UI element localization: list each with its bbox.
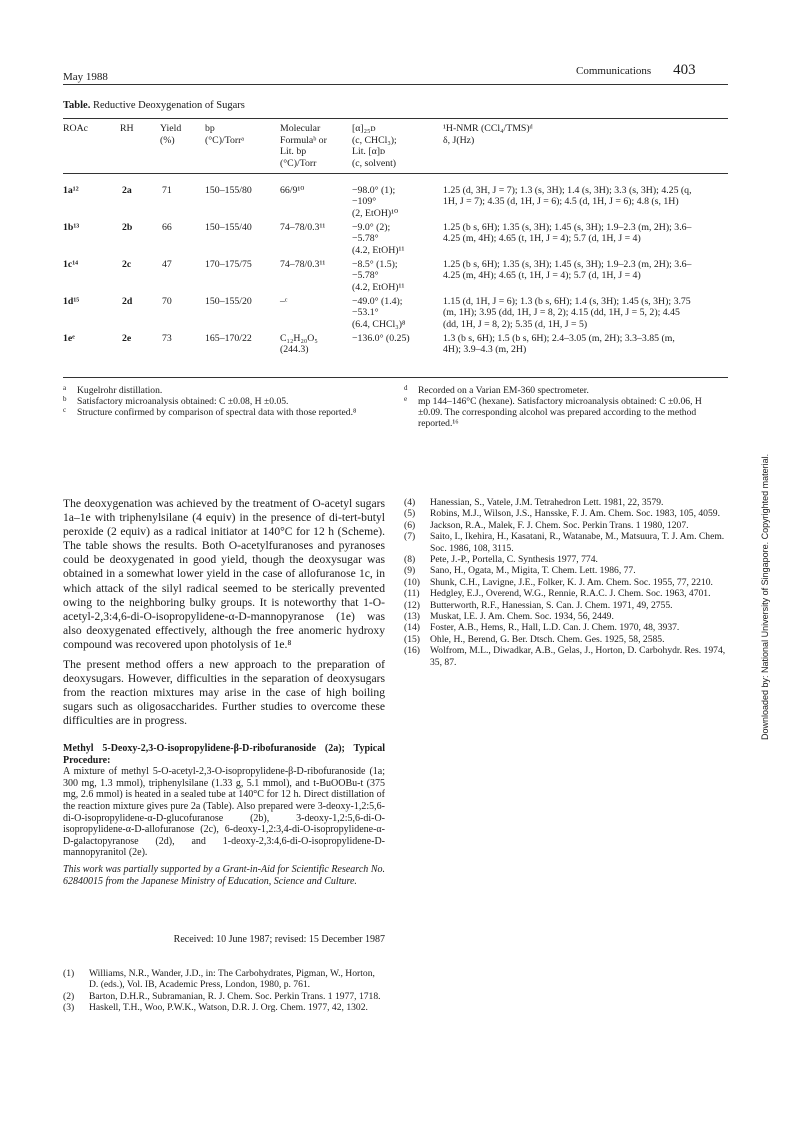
table-cell-bp: 165–170/22 <box>205 333 252 344</box>
table-cell-nmr: (dd, 1H, J = 8, 2); 5.35 (d, 1H, J = 5) <box>443 318 588 330</box>
table-cell-roac: 1a¹² <box>63 185 79 196</box>
reference-text: Butterworth, R.F., Hanessian, S. Can. J. Chem. 1971, 49, 2755. <box>430 599 673 611</box>
table-column-header: Yield <box>160 123 182 134</box>
table-cell-nmr: 1.25 (b s, 6H); 1.35 (s, 3H); 1.45 (s, 3H); 1.9–2.3 (m, 2H); 3.6– <box>443 222 692 233</box>
download-watermark <box>760 360 795 740</box>
reference-number: (13) <box>404 611 420 623</box>
table-column-header: (c, solvent) <box>352 157 397 169</box>
table-cell-nmr: 4H); 3.9–4.3 (m, 2H) <box>443 344 527 356</box>
body-paragraph: The present method offers a new approach to the preparation of deoxysugars. However, difficulties in the separation of deoxysugars from the reaction mixtures may arise in the case of high boiling sugars such as oligosaccharides. Further studies to overcome these difficulties are in progress. <box>63 658 385 728</box>
table-cell-rh: 2e <box>122 333 132 344</box>
reference-item <box>404 588 728 599</box>
reference-number: (16) <box>404 645 420 657</box>
reference-text: Ohle, H., Berend, G. Ber. Dtsch. Chem. Ges. 1925, 58, 2585. <box>430 633 665 645</box>
footnote-mark: a <box>63 384 67 392</box>
footnote-text: Structure confirmed by comparison of spectral data with those reported.⁸ <box>77 407 357 418</box>
table-column-header: (%) <box>160 134 175 146</box>
footnote-text: Satisfactory microanalysis obtained: C ±0.08, H ±0.05. <box>77 396 289 407</box>
reference-item <box>404 634 728 645</box>
reference-number: (3) <box>63 1002 75 1014</box>
references-right <box>404 497 728 668</box>
reference-number: (8) <box>404 554 416 566</box>
table-cell-rh: 2d <box>122 296 133 307</box>
table-cell-rotation: (4.2, EtOH)¹¹ <box>352 281 405 293</box>
reference-item <box>404 577 728 588</box>
table-column-header: [α]₂₅ᴅ <box>352 123 376 134</box>
table-cell-formula: 74–78/0.3¹¹ <box>280 259 326 270</box>
body-paragraph: The deoxygenation was achieved by the treatment of O-acetyl sugars 1a–1e with triphenylsilane (4 equiv) in the presence of di-tert-butyl peroxide (2 equiv) as a radical initiator at 140°C for 12 h (Scheme). The table shows the results. Both O-acetylfuranoses and pyranoses could be deoxygenated in good yield, though the deoxysugar was obtained in a somewhat lower yield in the case of allofuranose 1c, in which attack of the silyl radical seemed to be sterically prevented owing to the neighboring bulky groups. It is noteworthy that 1-O-acetyl-2,3:4,6-di-O-isopropylidene-α-D-mannopyranose (1e) was also deoxygenated effectively, although the free anomeric hydroxy compound was recovered upon photolysis of 1e.⁸ <box>63 497 385 651</box>
reference-number: (1) <box>63 968 75 979</box>
table-header-rule <box>63 173 728 174</box>
references-left <box>63 968 383 1014</box>
reference-text: Jackson, R.A., Malek, F. J. Chem. Soc. Perkin Trans. 1 1980, 1207. <box>430 519 689 531</box>
table-cell-bp: 150–155/40 <box>205 222 252 233</box>
reference-item <box>404 622 728 633</box>
reference-text: Barton, D.H.R., Subramanian, R. J. Chem. Soc. Perkin Trans. 1 1977, 1718. <box>89 990 381 1002</box>
table-column-header: δ, J(Hz) <box>443 134 475 146</box>
reference-text: Haskell, T.H., Woo, P.W.K., Watson, D.R. J. Org. Chem. 1977, 42, 1302. <box>89 1002 368 1014</box>
table-cell-nmr: 4.25 (m, 4H); 4.65 (t, 1H, J = 4); 5.7 (d, 1H, J = 4) <box>443 233 641 245</box>
table-cell-nmr: 1H, J = 7); 4.35 (d, 1H, J = 6); 4.5 (d, 1H, J = 6); 4.8 (s, 1H) <box>443 196 679 208</box>
table-cell-nmr: 1.15 (d, 1H, J = 6); 1.3 (b s, 6H); 1.4 (s, 3H); 1.45 (s, 3H); 3.75 <box>443 296 691 307</box>
reference-text: Hedgley, E.J., Overend, W.G., Rennie, R.A.C. J. Chem. Soc. 1963, 4701. <box>430 588 711 600</box>
reference-item <box>404 508 728 519</box>
reference-number: (5) <box>404 508 416 520</box>
reference-item <box>404 531 728 554</box>
table-caption-text: Reductive Deoxygenation of Sugars <box>92 100 245 111</box>
table-footnotes-left <box>63 385 375 418</box>
table-cell-rotation: (2, EtOH)¹⁰ <box>352 207 399 219</box>
reference-number: (14) <box>404 622 420 634</box>
table-column-header: RH <box>120 123 134 134</box>
reference-item <box>63 1002 383 1013</box>
reference-text: Robins, M.J., Wilson, J.S., Hansske, F. J. Am. Chem. Soc. 1983, 105, 4059. <box>430 508 720 520</box>
reference-item <box>404 554 728 565</box>
procedure-heading: Methyl 5-Deoxy-2,3-O-isopropylidene-β-D-ribofuranoside (2a); Typical Procedure: <box>63 743 385 766</box>
procedure-text: A mixture of methyl 5-O-acetyl-2,3-O-isopropylidene-β-D-ribofuranoside (1a; 300 mg, 1.3 mmol), triphenylsilane (1.33 g, 5.1 mmol), and t-BuOOBu-t (375 mg, 2.6 mmol) is heated in a sealed tube at 140°C for 12 h. Direct distillation of the reaction mixture gives pure 2a (Table). Also prepared were 3-deoxy-1,2:5,6-di-O-isopropylidene-α-D-glucofuranose (2b), 3-deoxy-1,2:5,6-di-O-isopropylidene-α-D-allofuranose (2c), 6-deoxy-1,2:3,4-di-O-isopropylidene-α-D-galactopyranose (2d), and 1-deoxy-2,3:4,6-di-O-isopropylidene-D-mannopyranitol (2e). <box>63 766 385 859</box>
table-cell-rotation: −5.78° <box>352 233 379 245</box>
table-cell-rotation: −98.0° (1); <box>352 185 396 196</box>
reference-text: Hanessian, S., Vatele, J.M. Tetrahedron Lett. 1981, 22, 3579. <box>430 497 664 508</box>
table-cell-roac: 1eᵉ <box>63 333 75 344</box>
footnote-mark: d <box>404 384 408 392</box>
reference-number: (10) <box>404 576 420 588</box>
table-cell-formula: 74–78/0.3¹¹ <box>280 222 326 233</box>
table-column-header: ROAc <box>63 123 89 134</box>
typical-procedure <box>63 743 385 887</box>
table-cell-rh: 2b <box>122 222 133 233</box>
acknowledgement: This work was partially supported by a Grant-in-Aid for Scientific Research No. 62840015 from the Japanese Ministry of Education, Science and Culture. <box>63 863 385 887</box>
table-cell-rotation: −5.78° <box>352 270 379 282</box>
footnote-mark: e <box>404 395 408 403</box>
reference-item <box>404 600 728 611</box>
table-cell-rotation: −136.0° (0.25) <box>352 333 410 344</box>
reference-text: Muskat, I.E. J. Am. Chem. Soc. 1934, 56, 2449. <box>430 611 614 623</box>
table-column-header: ¹H-NMR (CCl₄/TMS)ᵈ <box>443 123 533 134</box>
table-cell-nmr: 1.25 (b s, 6H); 1.35 (s, 3H); 1.45 (s, 3H); 1.9–2.3 (m, 2H); 3.6– <box>443 259 692 270</box>
table-cell-nmr: (m, 1H); 3.95 (dd, 1H, J = 8, 2); 4.15 (dd, 1H, J = 5, 2); 4.45 <box>443 307 680 319</box>
footnote-text: Recorded on a Varian EM-360 spectrometer. <box>418 385 589 396</box>
table-footnotes-right <box>404 385 728 429</box>
table-cell-rh: 2a <box>122 185 132 196</box>
footnote <box>404 396 728 429</box>
running-header-date: May 1988 <box>63 71 108 83</box>
table-cell-roac: 1b¹³ <box>63 222 80 233</box>
reference-number: (4) <box>404 497 416 508</box>
reference-number: (15) <box>404 633 420 645</box>
table-caption-label: Table. <box>63 100 91 111</box>
table-cell-bp: 150–155/80 <box>205 185 252 196</box>
reference-number: (7) <box>404 531 416 543</box>
footnote-text: mp 144–146°C (hexane). Satisfactory microanalysis obtained: C ±0.06, H ±0.09. The corresponding alcohol was prepared according to the method reported.¹⁶ <box>418 396 702 429</box>
body-text <box>63 497 385 729</box>
table-column-header: (°C)/Torrᵃ <box>205 134 245 146</box>
table-cell-yield: 73 <box>162 333 172 344</box>
reference-text: Saito, I., Ikehira, H., Kasatani, R., Watanabe, M., Matsuura, T. J. Am. Chem. Soc. 1986, 108, 3115. <box>430 531 725 554</box>
table-cell-yield: 70 <box>162 296 172 307</box>
reference-number: (9) <box>404 565 416 577</box>
table-column-header: (°C)/Torr <box>280 157 317 169</box>
table-column-header: Lit. bp <box>280 146 307 157</box>
reference-text: Williams, N.R., Wander, J.D., in: The Carbohydrates, Pigman, W., Horton, D. (eds.), Vol. IB, Academic Press, London, 1980, p. 761. <box>89 968 375 991</box>
footnote <box>63 407 375 418</box>
table-cell-yield: 71 <box>162 185 172 196</box>
table-column-header: Lit. [α]ᴅ <box>352 146 386 157</box>
table-cell-rotation: (6.4, CHCl₃)⁸ <box>352 318 406 330</box>
table-cell-nmr: 4.25 (m, 4H); 4.65 (t, 1H, J = 4); 5.7 (d, 1H, J = 4) <box>443 270 641 282</box>
table-bottom-rule <box>63 377 728 378</box>
table-cell-rotation: −8.5° (1.5); <box>352 259 398 270</box>
table-cell-roac: 1c¹⁴ <box>63 259 79 270</box>
table-cell-rotation: (4.2, EtOH)¹¹ <box>352 244 405 256</box>
table-cell-rotation: −53.1° <box>352 307 379 319</box>
page-number: 403 <box>673 62 696 78</box>
reference-item <box>404 497 728 508</box>
reference-item <box>404 520 728 531</box>
table-cell-bp: 170–175/75 <box>205 259 252 270</box>
reference-number: (6) <box>404 519 416 531</box>
reference-item <box>404 565 728 576</box>
table-cell-rh: 2c <box>122 259 132 270</box>
table-cell-nmr: 1.3 (b s, 6H); 1.5 (b s, 6H); 2.4–3.05 (m, 2H); 3.3–3.85 (m, <box>443 333 675 344</box>
table-column-header: bp <box>205 123 215 134</box>
journal-name: Communications <box>576 65 652 77</box>
reference-text: Sano, H., Ogata, M., Migita, T. Chem. Lett. 1986, 77. <box>430 565 636 577</box>
table-cell-yield: 47 <box>162 259 172 270</box>
footnote <box>63 385 375 396</box>
footnote <box>404 385 728 396</box>
table-cell-roac: 1d¹⁵ <box>63 296 80 307</box>
footnote-mark: c <box>63 406 67 414</box>
reference-text: Shunk, C.H., Lavigne, J.E., Folker, K. J. Am. Chem. Soc. 1955, 77, 2210. <box>430 576 713 588</box>
watermark-text: Downloaded by: National University of Singapore. Copyrighted material. <box>760 453 770 740</box>
footnote <box>63 396 375 407</box>
table-cell-rotation: −109° <box>352 196 377 208</box>
data-table <box>0 0 795 400</box>
table-cell-formula: 66/9¹⁰ <box>280 185 305 196</box>
received-date: Received: 10 June 1987; revised: 15 December 1987 <box>173 934 385 945</box>
table-cell-nmr: 1.25 (d, 3H, J = 7); 1.3 (s, 3H); 1.4 (s, 3H); 3.3 (s, 3H); 4.25 (q, <box>443 185 692 196</box>
table-cell-bp: 150–155/20 <box>205 296 252 307</box>
table-column-header: (c, CHCl₃); <box>352 134 397 146</box>
reference-number: (2) <box>63 990 75 1002</box>
reference-text: Foster, A.B., Hems, R., Hall, L.D. Can. J. Chem. 1970, 48, 3937. <box>430 622 680 634</box>
table-cell-formula: (244.3) <box>280 344 309 356</box>
table-column-header: Formulaᵇ or <box>280 134 327 146</box>
reference-item <box>63 991 383 1002</box>
reference-item <box>404 611 728 622</box>
table-cell-yield: 66 <box>162 222 172 233</box>
footnote-mark: b <box>63 395 67 403</box>
reference-text: Wolfrom, M.L., Diwadkar, A.B., Gelas, J., Horton, D. Carbohydr. Res. 1974, 35, 87. <box>430 645 726 668</box>
table-cell-rotation: −9.0° (2); <box>352 222 391 233</box>
footnote-text: Kugelrohr distillation. <box>77 385 163 396</box>
table-cell-formula: C₁₂H₂₀O₅ <box>280 333 318 344</box>
reference-number: (11) <box>404 588 420 600</box>
reference-number: (12) <box>404 599 420 611</box>
table-column-header: Molecular <box>280 123 321 134</box>
reference-item <box>404 645 728 668</box>
reference-text: Pete, J.-P., Portella, C. Synthesis 1977, 774. <box>430 554 598 566</box>
table-cell-formula: –ᶜ <box>280 296 288 307</box>
reference-item <box>63 968 383 991</box>
table-cell-rotation: −49.0° (1.4); <box>352 296 403 307</box>
